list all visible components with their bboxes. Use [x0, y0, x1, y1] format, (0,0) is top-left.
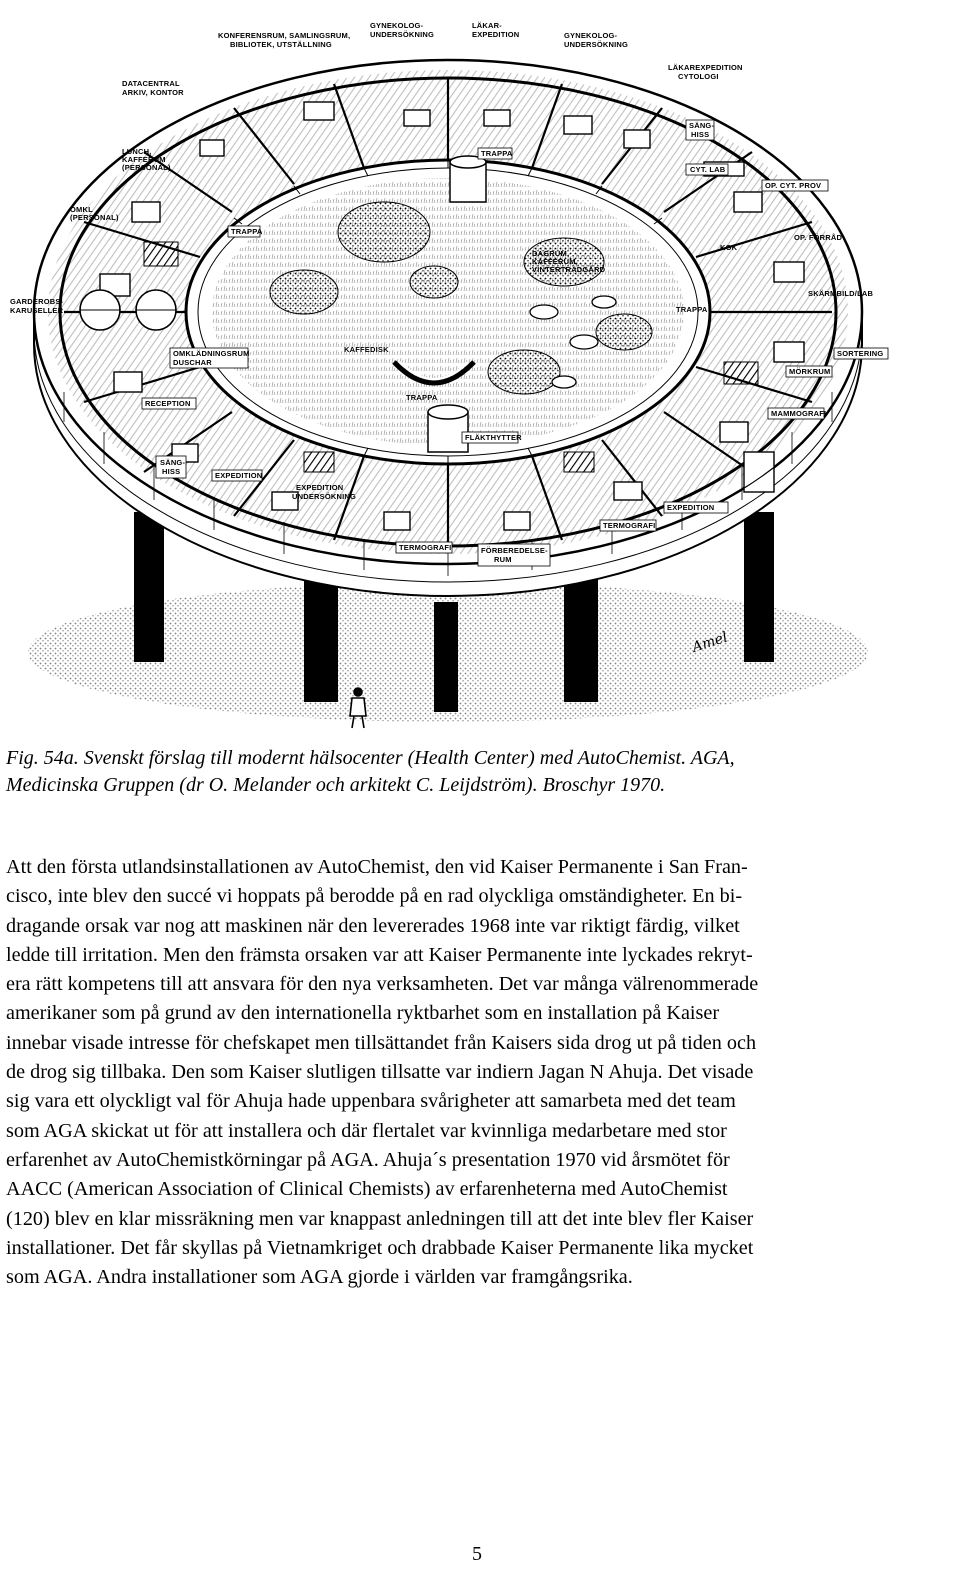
label-trappa-right: TRAPPA	[676, 305, 708, 314]
body-line: cisco, inte blev den succé vi hoppats på berodde på en rad olyckliga omständigheter. En bi-	[6, 885, 743, 908]
label-expedition2: EXPEDITION	[667, 503, 715, 512]
label-trappa-left: TRAPPA	[231, 227, 263, 236]
label-sortering: SORTERING	[837, 349, 884, 358]
body-line: installationer. Det får skyllas på Vietnamkriget och drabbade Kaiser Permanente lika mycket	[6, 1236, 754, 1259]
body-line: sig vara ett olyckligt val för Ahuja hade uppenbara svårigheter att samarbeta med det team	[6, 1090, 736, 1113]
label-garderob: GARDEROBS-KARUSELLER	[10, 297, 64, 315]
label-omkl: OMKL (PERSONAL)	[70, 205, 119, 222]
label-kok: KOK	[720, 243, 738, 252]
label-flakthytter: FLÄKTHYTTER	[465, 433, 522, 442]
label-gyn2: GYNEKOLOG-UNDERSÖKNING	[564, 31, 629, 49]
body-line: (120) blev en klar missräkning men var knappast anledningen till att det inte blev fler Kaiser	[6, 1207, 754, 1230]
label-omkladning: OMKLÄDNINGSRUM DUSCHAR	[173, 349, 250, 367]
label-lunch: LUNCH, KAFFERUM (PERSONAL)	[122, 147, 171, 172]
page-number: 5	[472, 1543, 482, 1565]
label-opcyt: OP. CYT. PROV	[765, 181, 822, 190]
figure-caption	[6, 745, 956, 799]
label-kaffedisk: KAFFEDISK	[344, 345, 389, 354]
body-line: ledde till irritation. Men den främsta orsaken var att Kaiser Permanente inte lyckades rekryt-	[6, 943, 753, 966]
artist-signature: Amel	[690, 629, 730, 656]
body-line: amerikaner som på grund av den internationella ryktbarhet som en installation på Kaiser	[6, 1002, 720, 1025]
label-cytlab: CYT. LAB	[690, 165, 726, 174]
body-line: erfarenhet av AutoChemistkörningar på AGA. Ahuja´s presentation 1970 vid årsmötet för	[6, 1148, 730, 1171]
label-lakarexp: LÄKAR-EXPEDITION	[472, 21, 520, 39]
label-expedition-und: EXPEDITION UNDERSÖKNING	[292, 483, 357, 501]
label-dagrum: DAGRUM, KAFFERUM, VINTERTRÄDGÅRD	[532, 249, 606, 274]
label-datacentral: DATACENTRAL ARKIV, KONTOR	[122, 79, 184, 97]
body-line: era rätt kompetens till att ansvara för den nya verksamheten. Det var många välrenommerade	[6, 973, 759, 996]
label-trappa-bottom: TRAPPA	[406, 393, 438, 402]
illustration-svg	[4, 12, 892, 732]
label-trappa-top: TRAPPA	[481, 149, 513, 158]
health-center-illustration	[4, 12, 892, 732]
label-lakarexp-cyt: LÄKAREXPEDITION CYTOLOGI	[668, 63, 743, 81]
label-sanghiss1: SÄNG-HISS	[689, 121, 715, 139]
label-reception: RECEPTION	[145, 399, 191, 408]
label-gyn1: GYNEKOLOG-UNDERSÖKNING	[370, 21, 435, 39]
body-line: Att den första utlandsinstallationen av AutoChemist, den vid Kaiser Permanente i San Fran-	[6, 856, 748, 878]
label-morkrum: MÖRKRUM	[789, 367, 831, 376]
body-line: innebar visade intresse för chefskapet men tillsättandet från Kaisers sida drog ut på tiden och	[6, 1031, 757, 1054]
label-skarmbild: SKÄRMBILD/LAB	[808, 289, 874, 298]
body-line: AACC (American Association of Clinical Chemists) av erfarenheterna med AutoChemist	[6, 1178, 728, 1201]
label-expedition1: EXPEDITION	[215, 471, 263, 480]
body-line: som AGA. Andra installationer som AGA gjorde i världen var framgångsrika.	[6, 1266, 633, 1289]
label-sanghiss2: SÄNG-HISS	[160, 458, 186, 476]
label-opforrad: OP. FÖRRÅD	[794, 233, 843, 242]
body-line: de drog sig tillbaka. Den som Kaiser slutligen tillsatte var indiern Jagan N Ahuja. Det visade	[6, 1061, 754, 1084]
label-termografi2: TERMOGRAFI	[603, 521, 656, 530]
caption-line: Fig. 54a. Svenskt förslag till modernt hälsocenter (Health Center) med AutoChemist. AGA,	[6, 747, 735, 769]
body-line: dragande orsak var nog att maskinen när den levererades 1968 inte var riktigt färdig, vilket	[6, 914, 740, 937]
body-paragraph	[6, 853, 958, 1292]
label-forberedelse: FÖRBEREDELSE-RUM	[481, 546, 548, 564]
caption-line: Medicinska Gruppen (dr O. Melander och arkitekt C. Leijdström). Broschyr 1970.	[6, 774, 666, 796]
label-termografi1: TERMOGRAFI	[399, 543, 452, 552]
label-konferens: KONFERENSRUM, SAMLINGSRUM, BIBLIOTEK, UTSTÄLLNING	[218, 31, 351, 49]
label-mammografi: MAMMOGRAFI	[771, 409, 827, 418]
body-line: som AGA skickat ut för att installera och där flertalet var kvinnliga medarbetare med stor	[6, 1119, 727, 1142]
